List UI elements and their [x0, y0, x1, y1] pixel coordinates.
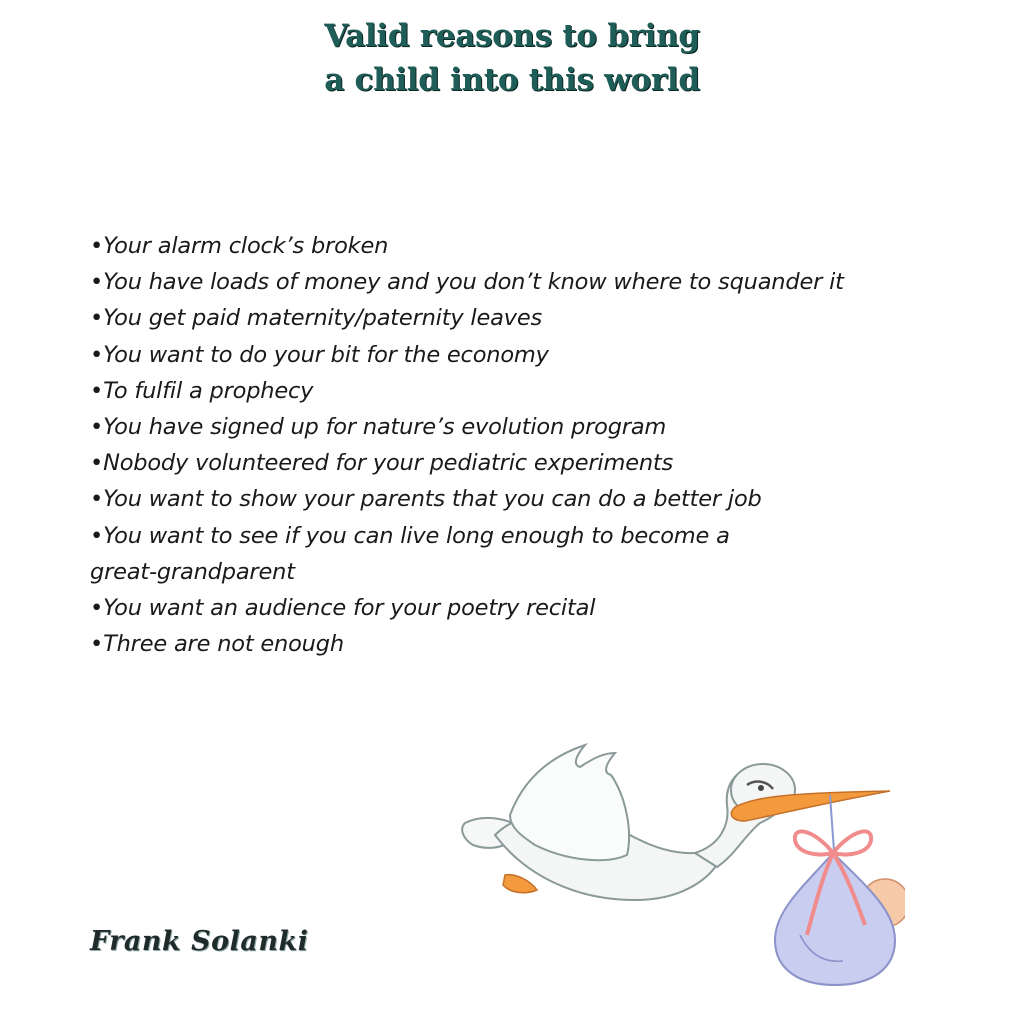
stork-pupil-icon — [758, 785, 764, 791]
reason-text: Nobody volunteered for your pediatric experiments — [103, 450, 674, 477]
list-item — [90, 264, 950, 300]
list-item — [90, 518, 790, 590]
bullet: • — [90, 414, 104, 441]
bullet: • — [90, 269, 104, 296]
reason-text: You have signed up for nature’s evolution program — [103, 414, 667, 441]
stork-carrying-baby-bundle-icon — [455, 735, 905, 995]
reason-text: You get paid maternity/paternity leaves — [103, 305, 542, 332]
bullet: • — [90, 450, 104, 477]
reason-text: Your alarm clock’s broken — [103, 233, 389, 259]
bullet: • — [90, 595, 104, 622]
list-item — [90, 300, 950, 336]
reason-text: You want to show your parents that you can do a better job — [103, 486, 762, 513]
reason-text: You want to see if you can live long enough to become a great-grandparent — [90, 522, 730, 585]
list-item — [90, 590, 950, 626]
author-signature: Frank Solanki — [90, 926, 309, 957]
list-item — [90, 228, 950, 264]
reasons-list — [90, 228, 950, 662]
reason-text: You want to do your bit for the economy — [103, 341, 549, 368]
list-item — [90, 409, 950, 445]
bullet: • — [90, 377, 104, 404]
stork-feet-icon — [503, 875, 537, 893]
title-line-1: Valid reasons to bring — [324, 18, 700, 54]
list-item — [90, 373, 950, 409]
list-item — [90, 445, 950, 481]
reason-text: You have loads of money and you don’t know where to squander it — [103, 269, 844, 296]
page-title — [0, 14, 1024, 102]
list-item — [90, 337, 950, 373]
baby-bundle-icon — [775, 853, 895, 985]
bullet: • — [90, 486, 104, 513]
bullet: • — [90, 341, 104, 368]
bullet: • — [90, 631, 104, 658]
bullet: • — [90, 522, 104, 549]
reason-text: To fulfil a prophecy — [103, 377, 314, 404]
reason-text: You want an audience for your poetry recital — [103, 595, 596, 622]
list-item — [90, 626, 950, 662]
bullet: • — [90, 305, 104, 332]
title-line-2: a child into this world — [324, 62, 700, 98]
list-item — [90, 481, 950, 517]
bullet: • — [90, 233, 104, 259]
reason-text: Three are not enough — [103, 631, 344, 658]
